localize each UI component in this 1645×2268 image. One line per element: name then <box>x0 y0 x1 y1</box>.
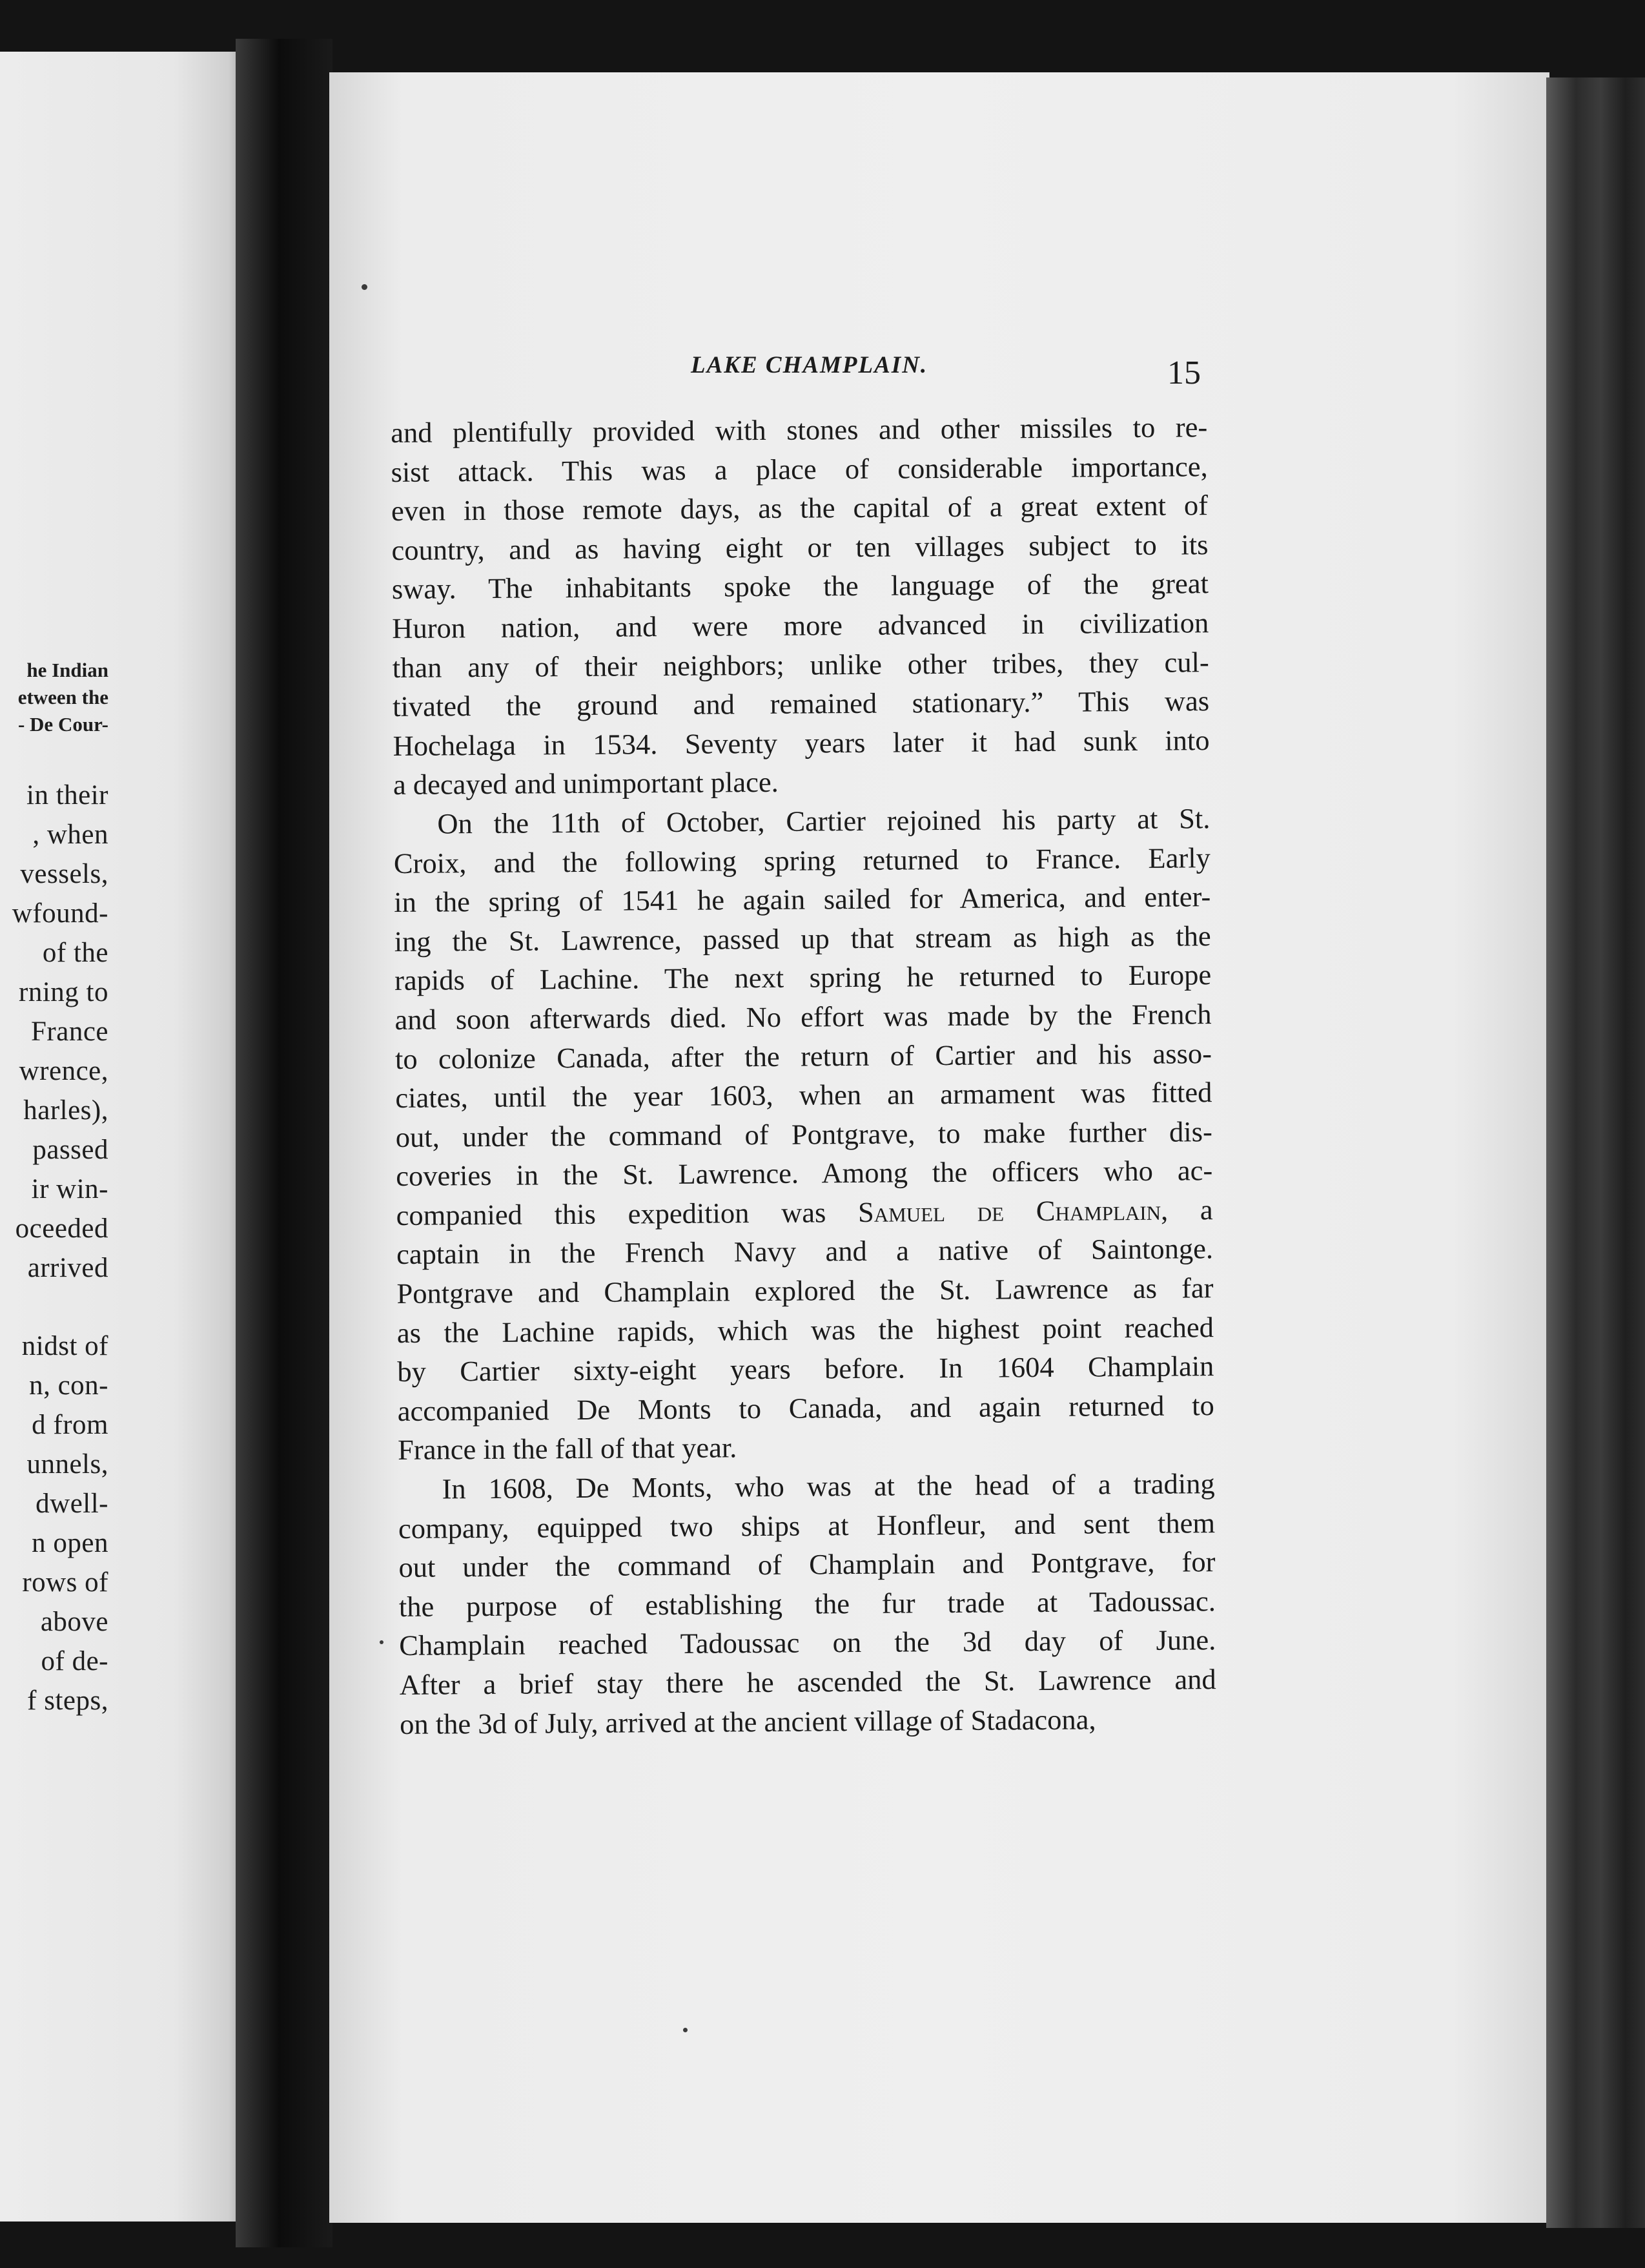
text-line: tivated the ground and remained stationary.” This was <box>392 685 1210 723</box>
text-line: a decayed and unimportant place. <box>393 766 779 801</box>
text-line: as the Lachine rapids, which was the highest point reached <box>396 1310 1214 1349</box>
text-line: ciates, until the year 1603, when an armament was fitted <box>395 1076 1212 1115</box>
text-line: by Cartier sixty-eight years before. In 1604 Champlain <box>397 1350 1214 1388</box>
fragment-line: of de- <box>41 1646 108 1676</box>
fragment-line: unnels, <box>26 1449 108 1479</box>
text-line: than any of their neighbors; unlike other tribes, they cul- <box>392 645 1209 684</box>
side-note-line: he Indian <box>26 659 108 681</box>
fragment-line: of the <box>42 938 108 968</box>
text-line: companied this expedition was Samuel de Champlain, a <box>396 1193 1213 1232</box>
fragment-line: vessels, <box>20 859 108 889</box>
text-line: to colonize Canada, after the return of Cartier and his asso- <box>394 1036 1212 1075</box>
paragraph <box>398 1464 1216 1744</box>
text-line: the purpose of establishing the fur trade at Tadoussac. <box>398 1584 1216 1623</box>
text-line: company, equipped two ships at Honfleur, and sent them <box>398 1506 1216 1545</box>
fragment-line: wfound- <box>12 898 108 929</box>
page-number: 15 <box>1167 355 1201 391</box>
fragment-line: ir win- <box>31 1174 108 1204</box>
fragment-line: d from <box>32 1410 108 1440</box>
fragment-line: n open <box>32 1528 108 1558</box>
fragment-line: in their <box>26 780 108 810</box>
text-line: Hochelaga in 1534. Seventy years later it had sunk into <box>393 723 1210 762</box>
text-line: Pontgrave and Champlain explored the St. Lawrence as far <box>396 1272 1214 1310</box>
print-speck <box>380 1640 383 1644</box>
text-line: in the spring of 1541 he again sailed for America, and enter- <box>394 880 1211 919</box>
text-line: coveries in the St. Lawrence. Among the officers who ac- <box>396 1154 1213 1193</box>
fragment-line: rows of <box>22 1567 108 1598</box>
text-line: rapids of Lachine. The next spring he returned to Europe <box>394 958 1212 997</box>
text-line: accompanied De Monts to Canada, and again returned to <box>397 1388 1214 1427</box>
fragment-line: rning to <box>19 977 108 1007</box>
fragment-line: France <box>31 1016 108 1047</box>
side-note-line: - De Cour- <box>17 713 108 736</box>
fragment-line: harles), <box>23 1095 108 1126</box>
fragment-line: oceeded <box>15 1213 108 1244</box>
fragment-line: f steps, <box>27 1686 108 1716</box>
text-line: Champlain reached Tadoussac on the 3d day of June. <box>399 1624 1216 1662</box>
fragment-line: nidst of <box>21 1331 108 1361</box>
text-line: Croix, and the following spring returned to France. Early <box>393 841 1211 880</box>
fragment-line: , when <box>32 820 108 850</box>
fragment-line: wrence, <box>19 1056 108 1086</box>
print-speck <box>683 2028 688 2032</box>
page-stack-edge <box>1546 77 1645 2228</box>
text-line: out under the command of Champlain and Pontgrave, for <box>398 1545 1216 1584</box>
text-line: sist attack. This was a place of considerable importance, <box>391 449 1208 488</box>
paragraph <box>391 407 1210 805</box>
fragment-line: n, con- <box>29 1370 108 1401</box>
text-line: country, and as having eight or ten villages subject to its <box>391 528 1209 566</box>
text-line: On the 11th of October, Cartier rejoined his party at St. <box>437 802 1211 840</box>
paragraph <box>393 799 1214 1470</box>
side-note-line: etween the <box>17 686 108 708</box>
text-line: Huron nation, and were more advanced in civilization <box>392 606 1209 644</box>
text-line: on the 3d of July, arrived at the ancient village of Stadacona, <box>399 1703 1096 1740</box>
running-head: LAKE CHAMPLAIN. <box>691 352 928 378</box>
text-line: captain in the French Navy and a native of Saintonge. <box>396 1232 1214 1271</box>
fragment-line: passed <box>32 1135 108 1165</box>
text-line: out, under the command of Pontgrave, to make further dis- <box>395 1115 1212 1153</box>
text-line: sway. The inhabitants spoke the language of the great <box>391 567 1209 606</box>
body-text <box>391 407 1216 1744</box>
book-gutter <box>236 39 332 2247</box>
fragment-line: dwell- <box>36 1489 108 1519</box>
text-line: ing the St. Lawrence, passed up that stream as high as the <box>394 919 1211 958</box>
fragment-line: arrived <box>27 1253 108 1283</box>
text-line: and plentifully provided with stones and other missiles to re- <box>391 411 1208 449</box>
text-line: In 1608, De Monts, who was at the head of a trading <box>442 1467 1215 1505</box>
text-line: and soon afterwards died. No effort was made by the French <box>394 998 1212 1036</box>
text-line: After a brief stay there he ascended the St. Lawrence and <box>399 1663 1216 1701</box>
print-speck <box>362 284 367 290</box>
text-line: even in those remote days, as the capital of a great extent of <box>391 489 1209 528</box>
fragment-line: above <box>40 1607 108 1637</box>
text-line: France in the fall of that year. <box>398 1431 737 1467</box>
